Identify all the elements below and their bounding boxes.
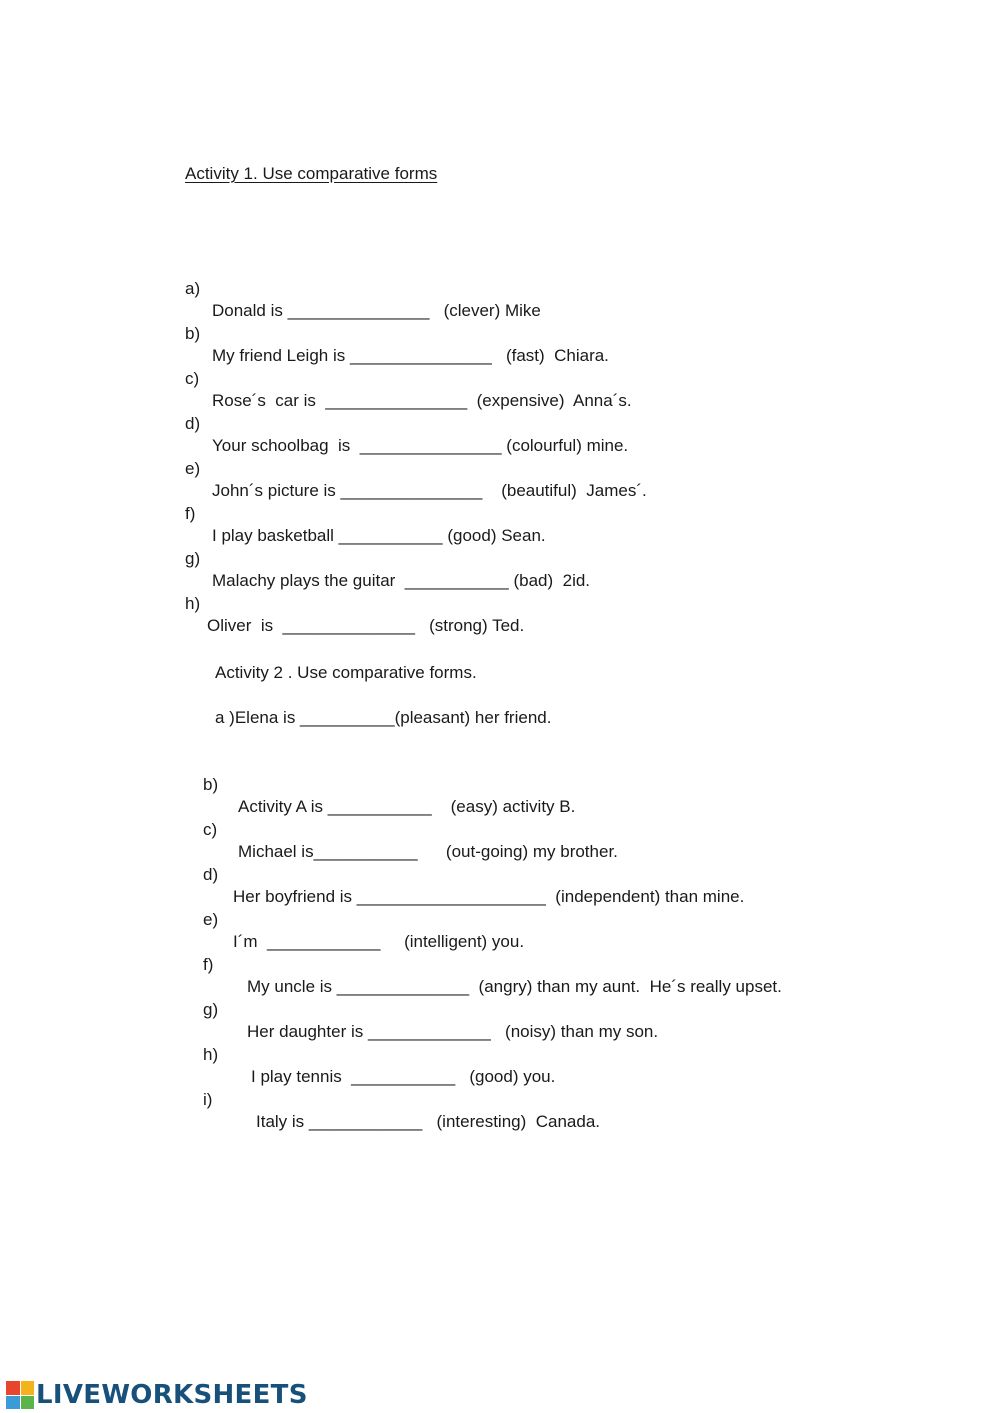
item-text: Malachy plays the guitar ___________ (bad) 2id. [212, 571, 591, 590]
item-label: i) [203, 1090, 213, 1109]
item-label: e) [185, 459, 201, 478]
item-label: b) [203, 775, 219, 794]
liveworksheets-logo-icon [6, 1381, 34, 1409]
item-text: Michael is___________ (out-going) my brother. [238, 842, 618, 861]
item-text: John´s picture is _______________ (beautiful) James´. [212, 481, 647, 500]
item-label: f) [185, 504, 196, 523]
item-text: My uncle is ______________ (angry) than my aunt. He´s really upset. [247, 977, 782, 996]
item-label: h) [203, 1045, 219, 1064]
item-text: I play basketball ___________ (good) Sean. [212, 526, 546, 545]
liveworksheets-watermark [6, 1380, 308, 1410]
item-label: d) [185, 414, 201, 433]
item-label: c) [185, 369, 200, 388]
brand-name: LIVEWORKSHEETS [36, 1380, 308, 1410]
item-text: Oliver is ______________ (strong) Ted. [207, 616, 525, 635]
item-text: Italy is ____________ (interesting) Canada. [256, 1112, 601, 1131]
item-label: e) [203, 910, 219, 929]
item-label: f) [203, 955, 214, 974]
item-text: Your schoolbag is _______________ (colourful) mine. [212, 436, 629, 455]
item-text: Her boyfriend is ____________________ (independent) than mine. [233, 887, 745, 906]
item-text: My friend Leigh is _______________ (fast) Chiara. [212, 346, 609, 365]
item-text: I play tennis ___________ (good) you. [251, 1067, 556, 1086]
item-text: I´m ____________ (intelligent) you. [233, 932, 525, 951]
item-text: Activity A is ___________ (easy) activity B. [238, 797, 576, 816]
activity2-title: Activity 2 . Use comparative forms. [215, 663, 477, 682]
item-label: a) [185, 279, 201, 298]
list-item: a )Elena is __________(pleasant) her friend. [215, 708, 552, 727]
item-label: h) [185, 594, 201, 613]
item-label: d) [203, 865, 219, 884]
item-label: c) [203, 820, 218, 839]
item-text: Donald is _______________ (clever) Mike [212, 301, 541, 320]
item-text: Rose´s car is _______________ (expensive) Anna´s. [212, 391, 632, 410]
item-text: Her daughter is _____________ (noisy) than my son. [247, 1022, 659, 1041]
item-label: g) [203, 1000, 219, 1019]
item-label: b) [185, 324, 201, 343]
item-label: g) [185, 549, 201, 568]
activity1-title: Activity 1. Use comparative forms [185, 164, 438, 183]
